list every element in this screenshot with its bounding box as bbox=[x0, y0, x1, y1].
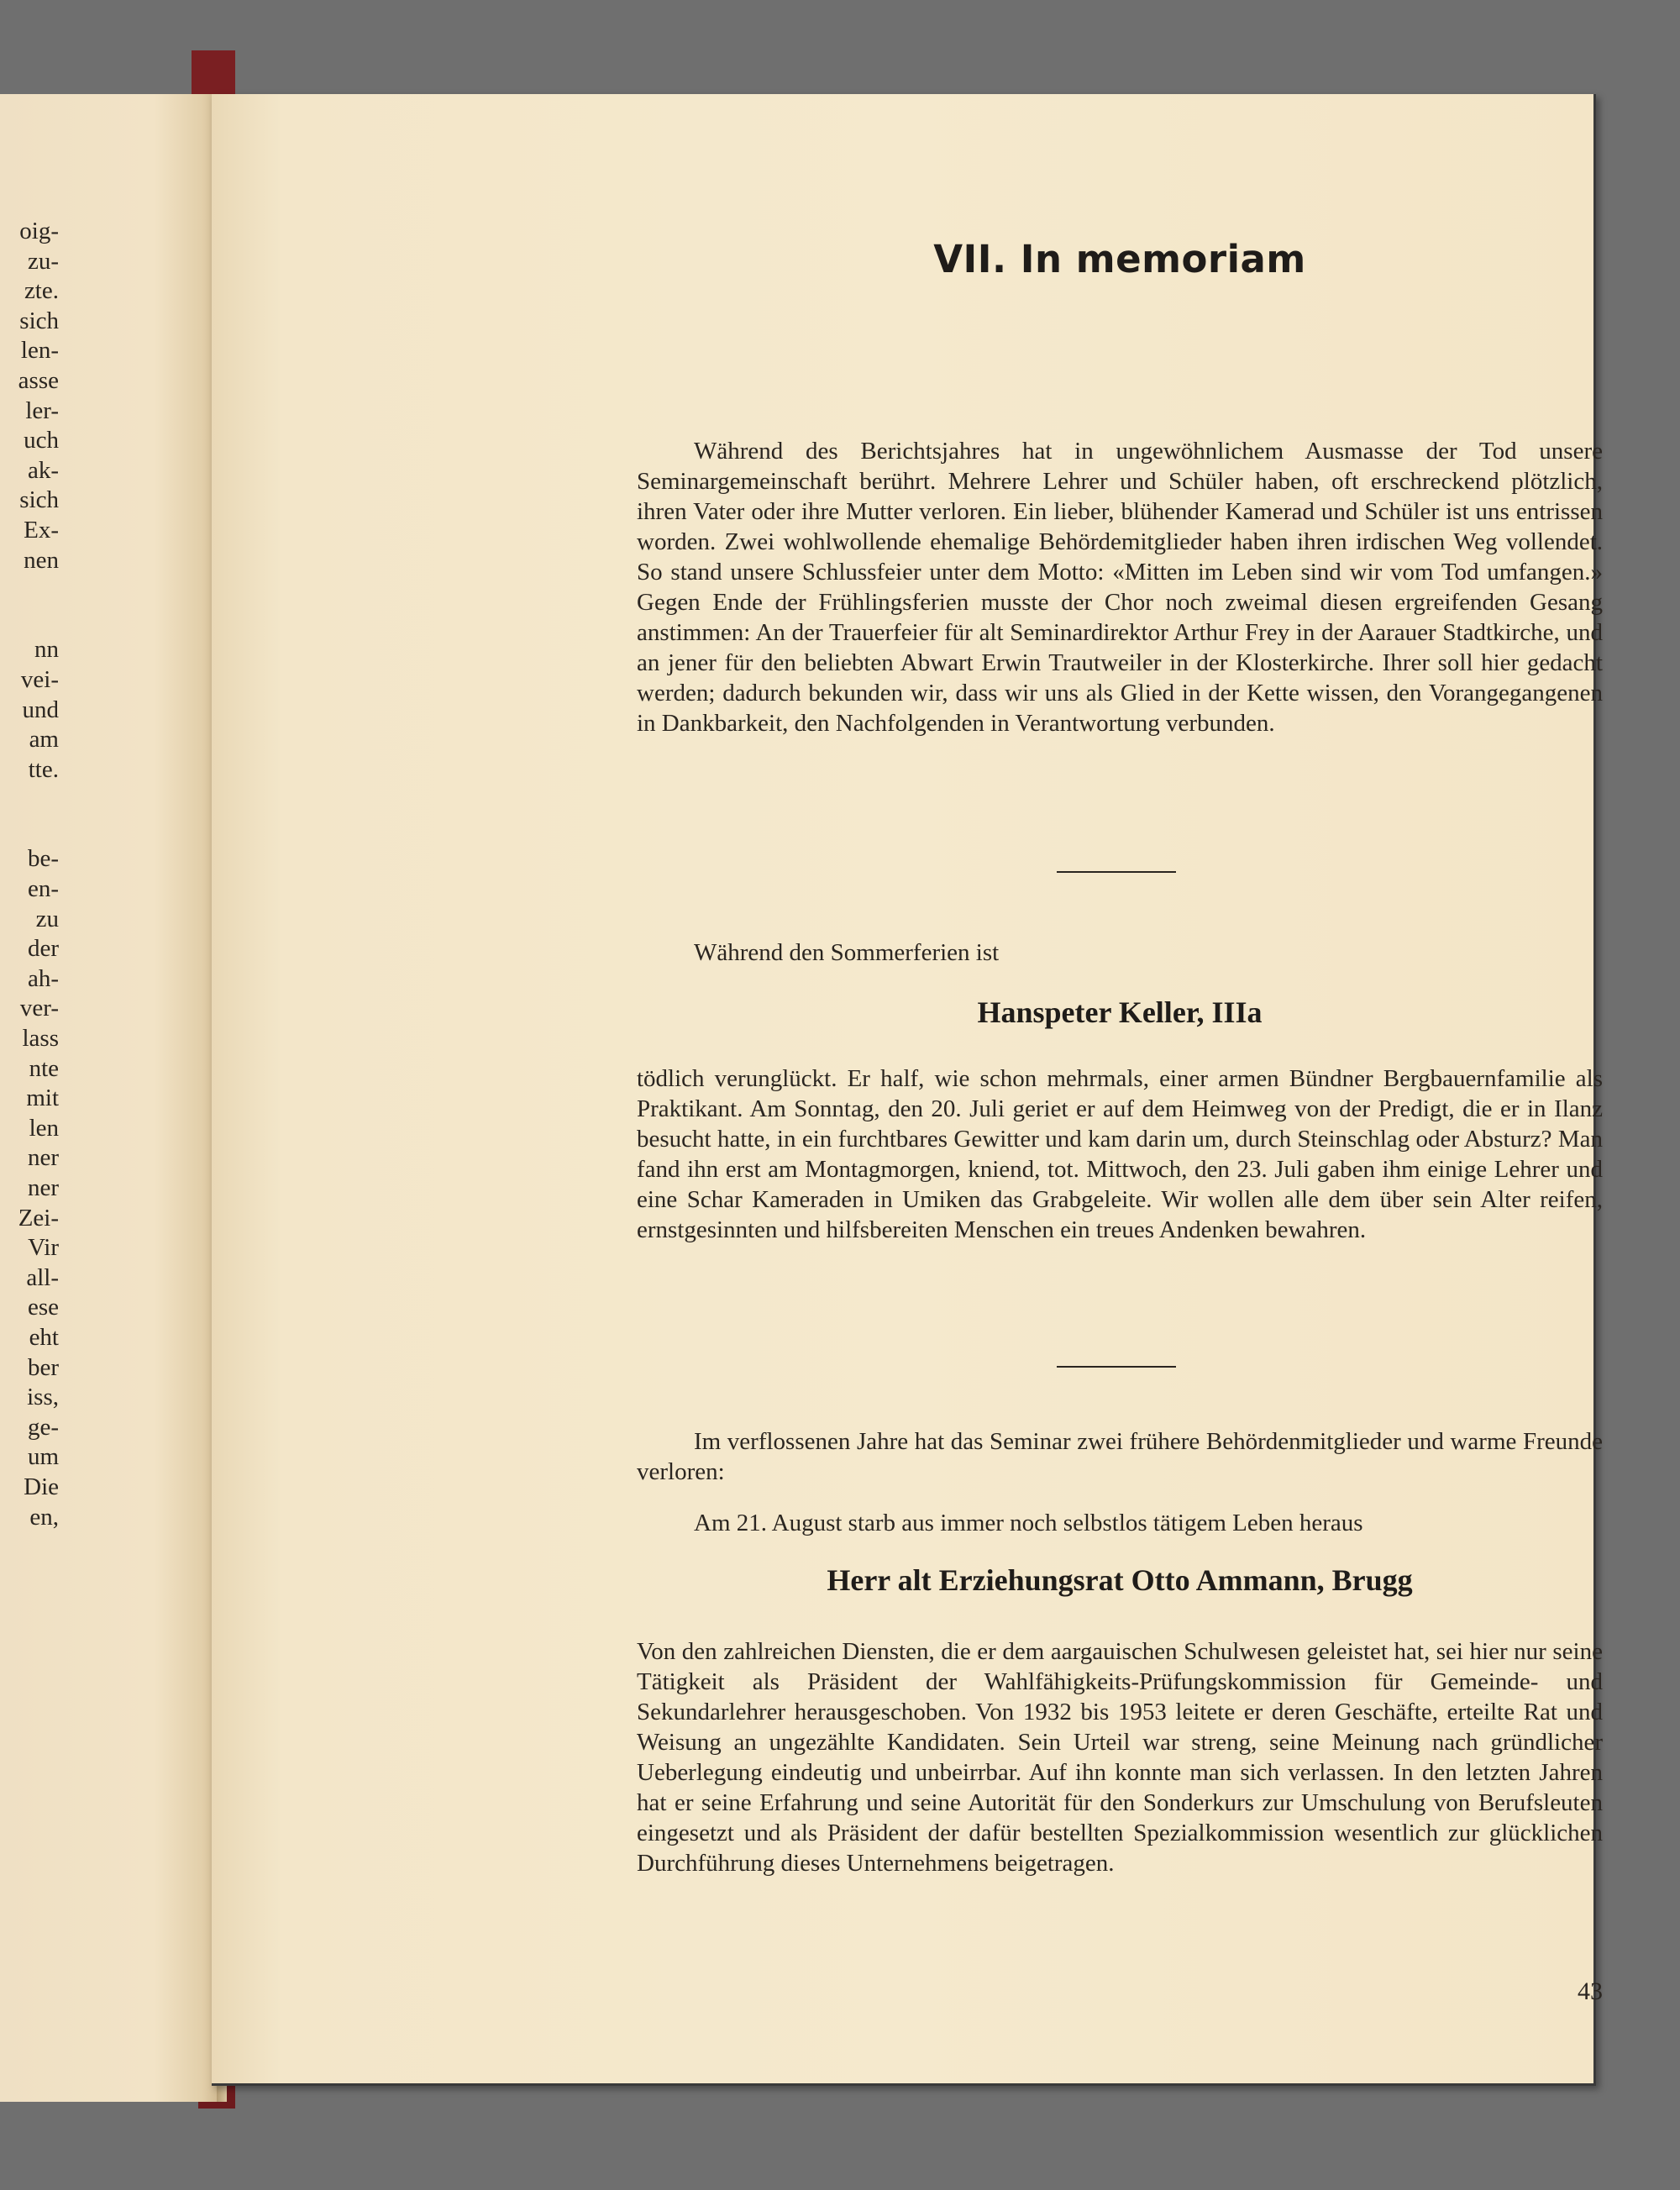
left-page-fragment: ah- bbox=[27, 964, 59, 992]
ammann-paragraph: Von den zahlreichen Diensten, die er dem aargauischen Schulwesen geleistet hat, sei hier nur seine Tätigkeit als Präsident der Wahlfähigkeits-Prüfungskommission für Gemeinde- und Sekundarlehrer herausgeschoben. Von 1932 bis 1953 leitete er deren Geschäfte, erteilte Rat und Weisung an ungezählte Kandidaten. Sein Urteil war streng, seine Meinung nach gründlicher Ueberlegung eindeutig und unbeirrbar. Auf ihn konnte man sich verlassen. In den letzten Jahren hat er seine Erfahrung und seine Autorität für den Sonderkurs zur Umschulung von Berufsleuten eingesetzt und als Präsident der dafür bestellten Spezialkommission wesentlich zur glücklichen Durchführung dieses Unternehmens beigetragen. bbox=[637, 1638, 1603, 1877]
left-page-fragment bbox=[0, 606, 59, 636]
authorities-paragraph: Im verflossenen Jahre hat das Seminar zwei frühere Behördenmitglieder und warme Freunde verloren: bbox=[637, 1428, 1603, 1485]
left-page-fragment: ver- bbox=[19, 995, 59, 1022]
left-page-fragment: ber bbox=[27, 1353, 59, 1381]
left-page-fragment: sich bbox=[19, 486, 59, 514]
left-page-fragment: len bbox=[29, 1114, 59, 1142]
left-page-fragment: iss, bbox=[27, 1384, 59, 1411]
ammann-intro-line: Am 21. August starb aus immer noch selbstlos tätigem Leben heraus bbox=[694, 1510, 1363, 1536]
left-page-fragment: nte bbox=[29, 1054, 59, 1082]
left-page-fragment bbox=[0, 785, 59, 815]
left-page-fragment: oig- bbox=[19, 218, 59, 244]
left-page-fragment: Zei- bbox=[18, 1204, 59, 1232]
left-page-fragment bbox=[0, 575, 59, 606]
left-page-text-fragments bbox=[0, 217, 59, 1532]
section-divider bbox=[1057, 871, 1176, 873]
left-page-fragment: ak- bbox=[27, 456, 59, 484]
left-page-fragment: zte. bbox=[24, 277, 59, 305]
left-page-fragment: am bbox=[29, 726, 59, 754]
left-page-fragment: Die bbox=[24, 1473, 59, 1500]
left-page-fragment: lass bbox=[22, 1025, 59, 1053]
left-page-fragment: en, bbox=[29, 1503, 59, 1531]
right-page bbox=[212, 94, 1603, 2086]
page-number: 43 bbox=[1578, 1977, 1603, 2005]
left-page-fragment: asse bbox=[18, 366, 59, 394]
left-page-fragment: uch bbox=[24, 427, 59, 454]
left-page-fragment: ge- bbox=[27, 1413, 59, 1441]
memorial-name-ammann: Herr alt Erziehungsrat Otto Ammann, Brugg bbox=[827, 1563, 1413, 1597]
left-page-fragment: all- bbox=[26, 1263, 59, 1291]
left-page-fragment bbox=[0, 815, 59, 845]
left-page-fragment: zu- bbox=[27, 247, 59, 275]
left-page-fragment: ler- bbox=[25, 397, 59, 424]
left-page-fragment: be- bbox=[27, 845, 59, 873]
left-page-fragment: ner bbox=[27, 1174, 59, 1201]
left-page-fragment: der bbox=[27, 935, 59, 963]
left-page-fragment: ese bbox=[27, 1294, 59, 1321]
left-page-fragment: um bbox=[27, 1443, 59, 1471]
memorial-name-keller: Hanspeter Keller, IIIa bbox=[977, 995, 1263, 1029]
left-page-fragment: Ex- bbox=[24, 516, 59, 544]
book-spine-top bbox=[192, 50, 235, 101]
left-page-fragment: len- bbox=[20, 337, 59, 365]
intro-paragraph: Während des Berichtsjahres hat in ungewöhnlichem Ausmasse der Tod unsere Seminargemeinschaft berührt. Mehrere Lehrer und Schüler haben, oft erschreckend plötzlich, ihren Vater oder ihre Mutter verloren. Ein lieber, blühender Kamerad und Schüler ist uns entrissen worden. Zwei wohlwollende ehemalige Behördemitglieder haben ihren irdischen Weg vollendet. So stand unsere Schlussfeier unter dem Motto: «Mitten im Leben sind wir vom Tod umfangen.» Gegen Ende der Frühlingsferien musste der Chor noch zweimal diesen ergreifenden Gesang anstimmen: An der Trauerfeier für alt Seminardirektor Arthur Frey in der Aarauer Stadtkirche, und an jener für den beliebten Abwart Erwin Trautweiler in der Klosterkirche. Ihrer soll hier gedacht werden; dadurch bekunden wir, dass wir uns als Glied in der Kette wissen, den Vorangegangenen in Dankbarkeit, den Nachfolgenden in Verantwortung verbunden. bbox=[637, 438, 1603, 737]
left-page-fragment: nen bbox=[24, 546, 59, 574]
left-page-fragment: und bbox=[22, 696, 59, 723]
left-page-fragment: tte. bbox=[28, 755, 59, 783]
left-page-fragment: nn bbox=[34, 636, 59, 664]
left-page-fragment: zu bbox=[35, 905, 59, 932]
left-page-fragment: ner bbox=[27, 1144, 59, 1172]
left-page-fragment: en- bbox=[27, 875, 59, 903]
keller-paragraph: tödlich verunglückt. Er half, wie schon mehrmals, einer armen Bündner Bergbauernfamilie als Praktikant. Am Sonntag, den 20. Juli geriet er auf dem Heimweg von der Predigt, die er in Ilanz besucht hatte, in ein furchtbares Gewitter und kam darin um, durch Steinschlag oder Absturz? Man fand ihn erst am Montagmorgen, kniend, tot. Mittwoch, den 23. Juli gaben ihm einige Lehrer und eine Schar Kameraden in Umiken das Grabgeleite. Wir wollen alle dem über sein Alter reifen, ernstgesinnten und hilfsbereiten Menschen ein treues Andenken bewahren. bbox=[637, 1065, 1603, 1243]
left-page-fragment: mit bbox=[26, 1084, 59, 1112]
left-page-fragment: Vir bbox=[28, 1234, 59, 1262]
left-page-fragment: sich bbox=[19, 307, 59, 334]
left-page-fragment: eht bbox=[29, 1323, 59, 1351]
keller-intro-line: Während den Sommerferien ist bbox=[694, 939, 1000, 966]
left-page-fragment: vei- bbox=[20, 665, 59, 693]
section-divider bbox=[1057, 1366, 1176, 1368]
page-title: VII. In memoriam bbox=[933, 237, 1306, 281]
